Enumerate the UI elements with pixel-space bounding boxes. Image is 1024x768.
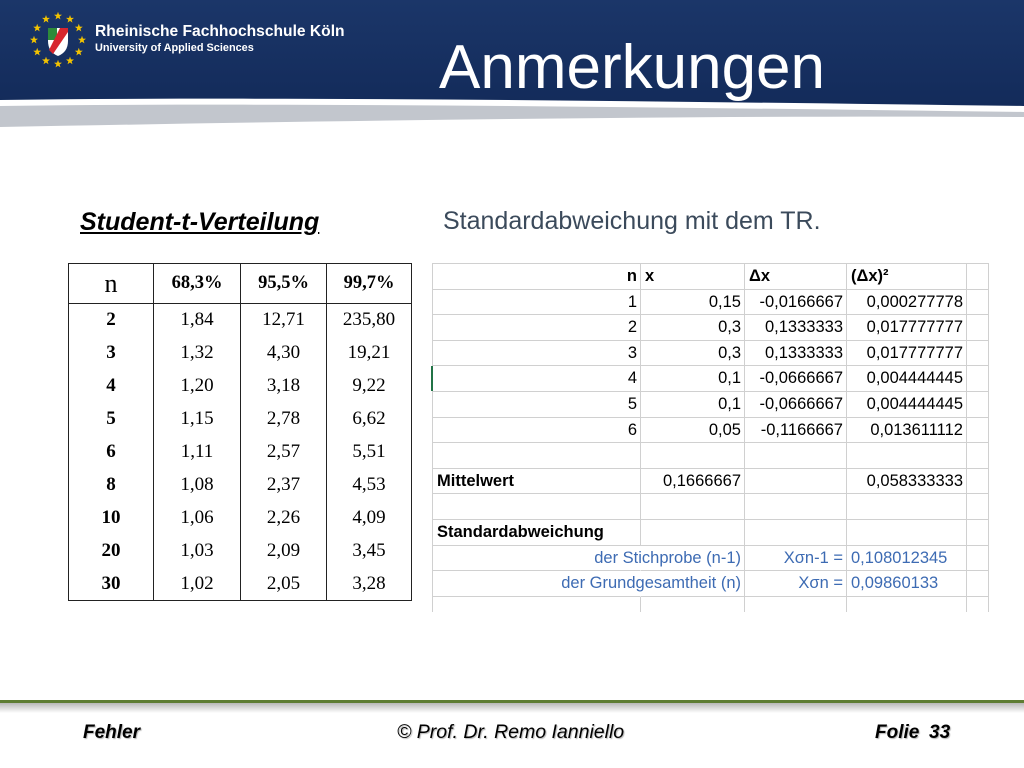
t-table-value-cell: 5,51 <box>327 436 412 469</box>
sheet-cell-empty <box>967 341 989 367</box>
sheet-cell-empty <box>745 469 847 495</box>
t-table-n-cell: 2 <box>69 304 154 337</box>
t-table-value-cell: 9,22 <box>327 370 412 403</box>
t-table-body <box>69 304 412 601</box>
sheet-cell-empty <box>745 597 847 612</box>
t-table-col-n: n <box>69 264 154 304</box>
institution-name: Rheinische Fachhochschule Köln <box>95 23 345 40</box>
t-table-value-cell: 4,53 <box>327 469 412 502</box>
t-table-row <box>69 403 412 436</box>
sheet-cell-empty <box>745 443 847 469</box>
sheet-cell-empty <box>967 469 989 495</box>
footer-topic: Fehler <box>83 722 141 743</box>
t-table-value-cell: 4,09 <box>327 502 412 535</box>
sheet-cell-dx2: 0,017777777 <box>847 341 967 367</box>
sample-label-cell <box>594 546 745 572</box>
sheet-cell-empty <box>967 443 989 469</box>
t-table-row <box>69 436 412 469</box>
sheet-cell-empty <box>967 571 989 597</box>
t-table-n-cell: 6 <box>69 436 154 469</box>
sheet-cell-empty <box>967 418 989 444</box>
footer-author: © Prof. Dr. Remo Ianniello <box>397 721 625 743</box>
t-table-col-683: 68,3% <box>154 264 241 304</box>
t-table-value-cell: 2,26 <box>241 502 327 535</box>
t-table-row <box>69 502 412 535</box>
calculator-heading: Standardabweichung mit dem TR. <box>443 207 821 235</box>
t-table-value-cell: 19,21 <box>327 337 412 370</box>
sheet-cell-dx: -0,0666667 <box>745 366 847 392</box>
t-table-n-cell: 4 <box>69 370 154 403</box>
sheet-cell-n: 3 <box>433 341 641 367</box>
selection-marker <box>431 366 433 391</box>
sheet-col-n: n <box>433 264 641 290</box>
t-table-row <box>69 469 412 502</box>
t-table-value-cell: 235,80 <box>327 304 412 337</box>
sheet-cell-n: 2 <box>433 315 641 341</box>
t-table-value-cell: 1,84 <box>154 304 241 337</box>
std-label: Standardabweichung <box>433 520 641 546</box>
sheet-cell-empty <box>641 597 745 612</box>
sample-symbol: Xσn-1 = <box>745 546 847 572</box>
sheet-cell-dx2: 0,004444445 <box>847 392 967 418</box>
sheet-cell-n: 6 <box>433 418 641 444</box>
sheet-cell-dx2: 0,017777777 <box>847 315 967 341</box>
t-table-value-cell: 4,30 <box>241 337 327 370</box>
sheet-cell-empty <box>433 443 641 469</box>
sheet-cell-x: 0,1 <box>641 392 745 418</box>
t-table-value-cell: 1,03 <box>154 535 241 568</box>
mean-x-value: 0,1666667 <box>641 469 745 495</box>
sheet-cell-dx2: 0,013611112 <box>847 418 967 444</box>
t-table-n-cell: 5 <box>69 403 154 436</box>
footer-slide-label: Folie <box>875 722 920 743</box>
sheet-col-x: x <box>641 264 745 290</box>
sheet-cell-empty <box>847 597 967 612</box>
institution-subtitle: University of Applied Sciences <box>95 42 254 54</box>
mean-label: Mittelwert <box>433 469 641 495</box>
t-table-row <box>69 304 412 337</box>
t-table-col-955: 95,5% <box>241 264 327 304</box>
sheet-cell-empty <box>967 264 989 290</box>
t-table-n-cell: 30 <box>69 568 154 601</box>
sheet-cell-n: 5 <box>433 392 641 418</box>
sheet-cell-empty <box>433 494 641 520</box>
t-table-value-cell: 1,02 <box>154 568 241 601</box>
t-table-row <box>69 370 412 403</box>
sheet-cell-x: 0,3 <box>641 341 745 367</box>
mean-dx2-value: 0,058333333 <box>847 469 967 495</box>
sheet-cell-n: 1 <box>433 290 641 316</box>
sheet-cell-n: 4 <box>433 366 641 392</box>
sheet-cell-dx: 0,1333333 <box>745 341 847 367</box>
t-table-n-cell: 3 <box>69 337 154 370</box>
t-table-value-cell: 1,20 <box>154 370 241 403</box>
t-table-header-row <box>69 264 412 304</box>
t-table-value-cell: 2,05 <box>241 568 327 601</box>
sheet-cell-empty <box>641 443 745 469</box>
student-t-table <box>68 263 412 601</box>
t-table-value-cell: 2,57 <box>241 436 327 469</box>
population-label-cell <box>561 571 745 597</box>
sheet-cell-empty <box>847 494 967 520</box>
sheet-col-dx: Δx <box>745 264 847 290</box>
sample-value: 0,108012345 <box>847 546 967 572</box>
t-table-value-cell: 6,62 <box>327 403 412 436</box>
t-table-value-cell: 2,37 <box>241 469 327 502</box>
t-table-n-cell: 8 <box>69 469 154 502</box>
sheet-cell-empty <box>847 520 967 546</box>
sheet-cell-dx2: 0,004444445 <box>847 366 967 392</box>
sheet-cell-empty <box>745 494 847 520</box>
t-table-value-cell: 1,08 <box>154 469 241 502</box>
t-table-value-cell: 2,78 <box>241 403 327 436</box>
t-table-n-cell: 10 <box>69 502 154 535</box>
population-symbol: Xσn = <box>745 571 847 597</box>
t-table-row <box>69 535 412 568</box>
sheet-cell-empty <box>967 366 989 392</box>
sheet-cell-empty <box>433 597 641 612</box>
t-table-col-997: 99,7% <box>327 264 412 304</box>
spreadsheet <box>432 263 989 612</box>
sample-label: der Stichprobe (n-1) <box>594 548 741 567</box>
sheet-cell-empty <box>967 494 989 520</box>
t-table-value-cell: 2,09 <box>241 535 327 568</box>
sheet-cell-empty <box>967 290 989 316</box>
sheet-cell-empty <box>967 546 989 572</box>
sheet-col-dx2: (Δx)² <box>847 264 967 290</box>
t-table-value-cell: 3,28 <box>327 568 412 601</box>
t-table-row <box>69 568 412 601</box>
t-table-value-cell: 1,11 <box>154 436 241 469</box>
sheet-cell-dx2: 0,000277778 <box>847 290 967 316</box>
sheet-cell-empty <box>641 494 745 520</box>
population-label: der Grundgesamtheit (n) <box>561 574 741 593</box>
t-table-value-cell: 12,71 <box>241 304 327 337</box>
t-table-value-cell: 1,15 <box>154 403 241 436</box>
sheet-cell-dx: -0,0666667 <box>745 392 847 418</box>
t-table-value-cell: 3,18 <box>241 370 327 403</box>
sheet-cell-empty <box>967 520 989 546</box>
sheet-cell-empty <box>967 392 989 418</box>
sheet-cell-x: 0,1 <box>641 366 745 392</box>
sheet-cell-empty <box>967 597 989 612</box>
sheet-cell-x: 0,3 <box>641 315 745 341</box>
sheet-cell-dx: -0,0166667 <box>745 290 847 316</box>
t-table-n-cell: 20 <box>69 535 154 568</box>
population-value: 0,09860133 <box>847 571 967 597</box>
t-table-value-cell: 1,06 <box>154 502 241 535</box>
sheet-cell-empty <box>745 520 847 546</box>
footer-slide-number: 33 <box>929 722 951 743</box>
t-table-value-cell: 3,45 <box>327 535 412 568</box>
t-table-row <box>69 337 412 370</box>
sheet-cell-empty <box>641 520 745 546</box>
t-table-value-cell: 1,32 <box>154 337 241 370</box>
sheet-cell-dx: 0,1333333 <box>745 315 847 341</box>
sheet-cell-empty <box>967 315 989 341</box>
sheet-cell-dx: -0,1166667 <box>745 418 847 444</box>
header-swoosh <box>0 105 1024 127</box>
sheet-cell-x: 0,15 <box>641 290 745 316</box>
footer-shadow <box>0 703 1024 713</box>
sheet-cell-empty <box>847 443 967 469</box>
student-t-heading: Student-t-Verteilung <box>80 208 320 236</box>
slide-title: Anmerkungen <box>439 33 826 102</box>
sheet-cell-x: 0,05 <box>641 418 745 444</box>
